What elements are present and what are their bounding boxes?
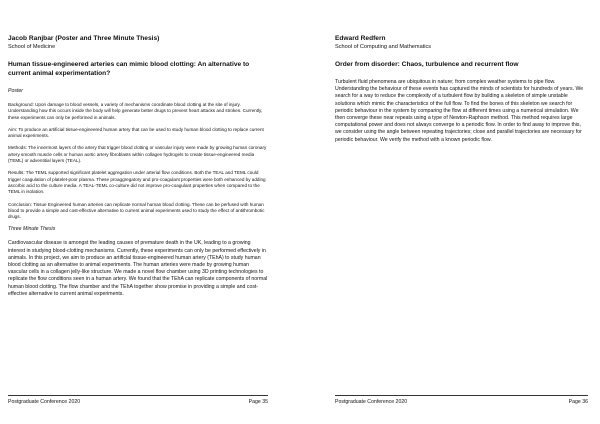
school-name: School of Medicine [8, 44, 56, 50]
results-paragraph: Results: The TEML supported significant platelet aggregation under arterial flow conditions. Both the TEAL and TEML could trigger coagulation of platelet-poor plasma. These proaggregatory and pro-coagulant properties were both enhanced by adding ascorbic acid to the culture media. A TEAL-TEML co-culture did not improve pro-coagulant properties when compared to the TEML in isolation. [8, 170, 266, 195]
article-title: Human tissue-engineered arteries can mimic blood clotting: An alternative to current animal experimentation? [8, 61, 250, 77]
page-36 [300, 0, 600, 424]
footer-conference: Postgraduate Conference 2020 [8, 399, 81, 405]
aim-paragraph: Aim: To produce an artificial tissue-engineered human artery that can be used to study human blood clotting to replace current animal experiments. [8, 126, 264, 139]
author-name: Jacob Ranjbar (Poster and Three Minute Thesis) [8, 35, 160, 42]
author-name: Edward Redfern [335, 35, 386, 42]
footer-page-number: Page 36 [568, 399, 588, 405]
page-footer [335, 395, 588, 406]
three-minute-thesis-heading: Three Minute Thesis [8, 226, 56, 233]
school-name: School of Computing and Mathematics [335, 44, 432, 50]
footer-page-number: Page 35 [248, 399, 268, 405]
conclusion-paragraph: Conclusion: Tissue Engineered human arteries can replicate normal human blood clotting. These can be perfused with human blood to provide a simple and cost-effective alternative to current animal experiments used to study the effect of antithrombotic drugs. [8, 201, 265, 220]
article-title: Order from disorder: Chaos, turbulence and recurrent flow [335, 61, 519, 68]
three-minute-thesis-paragraph: Cardiovascular disease is amongst the leading causes of premature death in the UK, leading to a growing interest in studying blood-clotting mechanisms. Currently, these experiments can only be performed effectively in animals. In this project, we aim to produce an artificial tissue-engineered human artery (TEhA) to study human blood clotting as an alternative to animal experiments. The human arteries were made by growing human vascular cells in a collagen jelly-like structure. We made a novel flow chamber using 3D printing technologies to replicate the flow conditions seen in a human artery. We found that the TEhA can replicate components of normal human blood clotting. The flow chamber and the TEhA together show promise in providing a simple and cost-effective alternative to current animal experiments. [8, 240, 268, 297]
page-footer [8, 395, 268, 406]
body-paragraph: Turbulent fluid phenomena are ubiquitous in nature; from complex weather systems to pipe flow. Understanding the behaviour of these events has captured the minds of scientists for hundreds of years. We search for a way to reduce the complexity of a turbulent flow by building a skeleton of simple unstable solutions which mimic the characteristics of the full flow. To find the bones of this skeleton we search for periodic behaviour in the system by comparing the flow at different times using a numerical simulation. We then converge these near repeats using a type of Newton-Raphson method. This method requires large computational power and does not always converge to a periodic flow. In order to find away to improve this, we consider using the angle between repeating trajectories; close and parallel trajectories are necessary for periodic behaviour. We verify the method with a known periodic flow. [335, 79, 584, 143]
poster-heading: Poster [8, 88, 23, 94]
methods-paragraph: Methods: The innermost layers of the artery that trigger blood clotting or vascular injury were made by growing human coronary artery smooth muscle cells or human aortic artery fibroblasts within collagen hydrogels to create tissue-engineered media (TEML) or adventitial layers (TEAL). [8, 145, 267, 164]
footer-conference: Postgraduate Conference 2020 [335, 399, 408, 405]
background-paragraph: Background: Upon damage to blood vessels, a variety of mechanisms coordinate blood clotting at the site of injury. Understanding how this occurs inside the body will help generate better drugs to prevent heart attacks and strokes. Currently, these experiments can only be performed in animals. [8, 102, 263, 120]
